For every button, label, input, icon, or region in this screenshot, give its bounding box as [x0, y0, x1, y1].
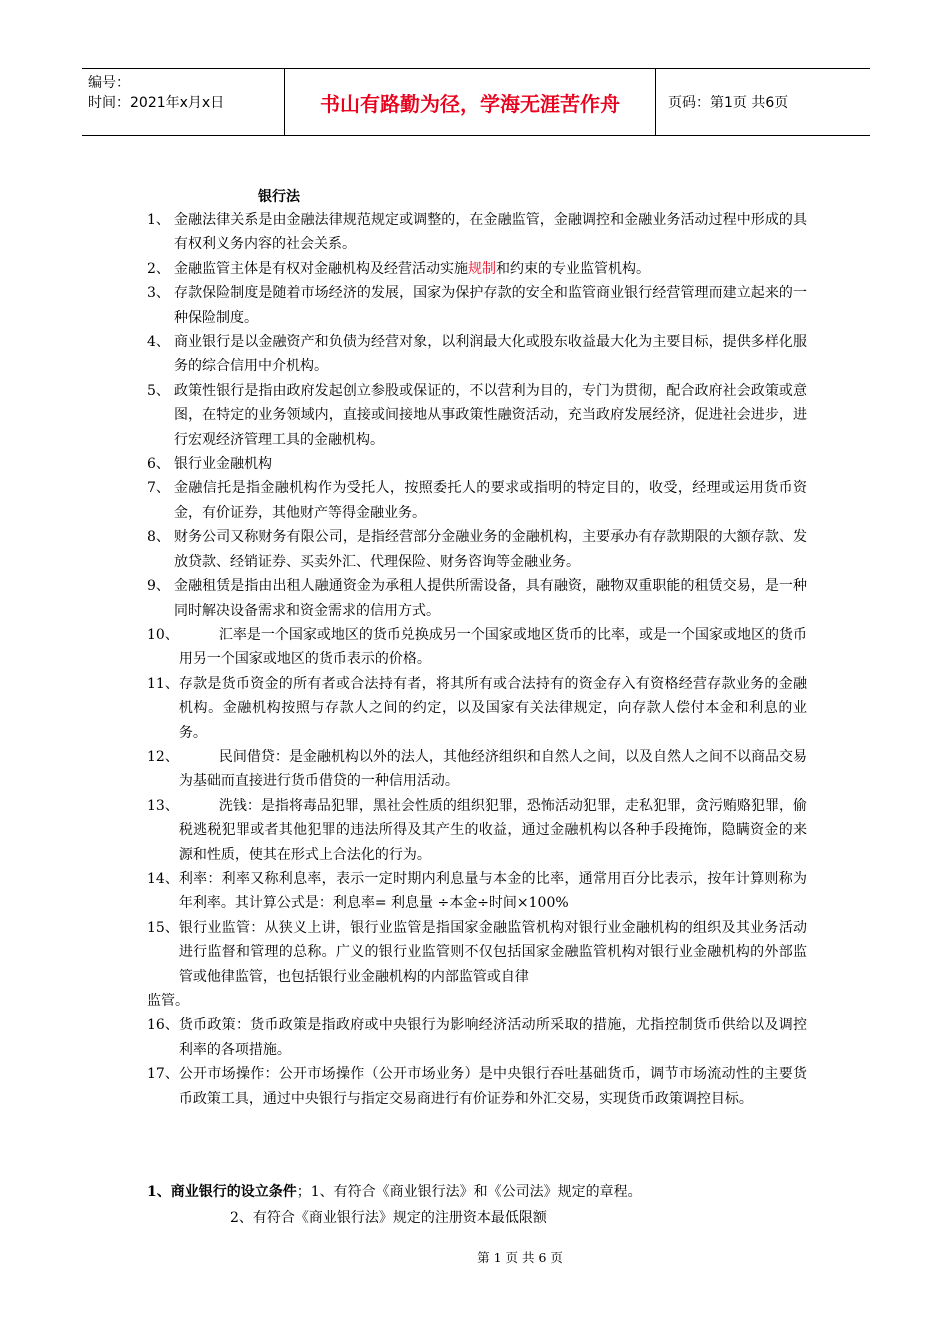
item-number: 15、 [147, 919, 179, 936]
list-item [147, 379, 807, 452]
item-number: 6、 [147, 456, 170, 473]
item-text: 商业银行是以金融资产和负债为经营对象，以利润最大化或股东收益最大化为主要目标，提供多样化服务的综合信用中介机构。 [174, 334, 807, 375]
list-item [147, 525, 807, 574]
item-number: 5、 [147, 382, 170, 399]
item-text: 政策性银行是指由政府发起创立参股或保证的，不以营利为目的，专门为贯彻，配合政府社会政策或意图，在特定的业务领域内，直接或间接地从事政策性融资活动，充当政府发展经济，促进社会进步，进行宏观经济管理工具的金融机构。 [174, 382, 807, 448]
highlighted-term: 规制 [468, 260, 496, 277]
list-item [147, 623, 807, 672]
list-item [147, 916, 807, 1014]
item-text: 货币政策：货币政策是指政府或中央银行为影响经济活动所采取的措施，尤指控制货币供给以及调控利率的各项措施。 [178, 1017, 807, 1058]
item-number: 7、 [147, 480, 170, 497]
definition-list [147, 208, 807, 1111]
item-text: 银行业监管：从狭义上讲，银行业监管是指国家金融监管机构对银行业金融机构的组织及其业务活动进行监督和管理的总称。广义的银行业监管则不仅包括国家金融监管机构对银行业金融机构的外部监管或他律监管，也包括银行业金融机构的内部监管或自律 [178, 919, 807, 985]
item-number: 3、 [147, 285, 170, 302]
item-body [147, 916, 807, 989]
item-text: 存款保险制度是随着市场经济的发展，国家为保护存款的安全和监管商业银行经营管理而建立起来的一种保险制度。 [174, 285, 807, 326]
item-text: 存款是货币资金的所有者或合法持有者，将其所有或合法持有的资金存入有资格经营存款业务的金融机构。金融机构按照与存款人之间的约定，以及国家有关法律规定，向存款人偿付本金和利息的业务。 [178, 675, 807, 741]
item-text: 汇率是一个国家或地区的货币兑换成另一个国家或地区货币的比率，或是一个国家或地区的货币用另一个国家或地区的货币表示的价格。 [178, 626, 807, 668]
list-item [147, 794, 807, 867]
item-text: 金融信托是指金融机构作为受托人，按照委托人的要求或指明的特定目的，收受，经理或运用货币资金，有价证券，其他财产等得金融业务。 [174, 480, 807, 521]
list-item [147, 672, 807, 745]
item-number: 11、 [147, 675, 179, 692]
condition-1: ；1、有符合《商业银行法》和《公司法》规定的章程。 [296, 1184, 642, 1200]
list-item [147, 1013, 807, 1062]
item-number: 17、 [147, 1066, 179, 1083]
page-header [82, 68, 870, 136]
list-item [147, 330, 807, 379]
document-number-label: 编号： [88, 75, 130, 91]
item-number: 1、 [147, 212, 170, 228]
list-item [147, 1062, 807, 1111]
item-text: 金融租赁是指由出租人融通资金为承租人提供所需设备，具有融资，融物双重职能的租赁交易，是一种同时解决设备需求和资金需求的信用方式。 [174, 578, 807, 619]
item-number: 16、 [147, 1017, 179, 1034]
item-text: 民间借贷：是金融机构以外的法人，其他经济组织和自然人之间，以及自然人之间不以商品交易为基础而直接进行货币借贷的一种信用活动。 [178, 748, 807, 790]
page-footer: 第 1 页 共 6 页 [477, 1250, 563, 1265]
item-number: 9、 [147, 578, 170, 595]
list-item [147, 281, 807, 330]
item-text: 银行业金融机构 [174, 456, 272, 473]
item-text: 金融法律关系是由金融法律规范规定或调整的，在金融监管，金融调控和金融业务活动过程中形成的具有权利义务内容的社会关系。 [174, 212, 807, 253]
list-item [147, 745, 807, 794]
document-title: 银行法 [258, 189, 300, 205]
item-text-tail: 监管。 [147, 993, 189, 1009]
header-meta [82, 69, 284, 135]
list-item [147, 208, 807, 257]
item-text: 利率：利率又称利息率，表示一定时期内利息量与本金的比率，通常用百分比表示，按年计算则称为年利率。其计算公式是：利息率= 利息量 ÷本金÷时间×100% [178, 870, 807, 912]
item-text: 洗钱：是指将毒品犯罪，黑社会性质的组织犯罪，恐怖活动犯罪，走私犯罪，贪污贿赂犯罪，偷税逃税犯罪或者其他犯罪的违法所得及其产生的收益，通过金融机构以各种手段掩饰，隐瞒资金的来源和性质，使其在形式上合法化的行为。 [178, 797, 807, 863]
list-item [147, 257, 807, 281]
item-number: 4、 [147, 334, 170, 351]
condition-2: 2、有符合《商业银行法》规定的注册资本最低限额 [230, 1210, 547, 1226]
item-text-part: 和约束的专业监管机构。 [496, 260, 650, 277]
list-item [147, 867, 807, 916]
item-number: 10、 [147, 626, 179, 643]
item-number: 8、 [147, 529, 170, 546]
document-date: 时间：2021年x月x日 [88, 95, 225, 111]
item-text: 公开市场操作：公开市场操作（公开市场业务）是中央银行吞吐基础货币，调节市场流动性的主要货币政策工具，通过中央银行与指定交易商进行有价证券和外汇交易，实现货币政策调控目标。 [178, 1066, 807, 1107]
item-text-part: 金融监管主体是有权对金融机构及经营活动实施 [174, 260, 468, 277]
conditions-heading: 1、商业银行的设立条件 [147, 1184, 297, 1200]
header-page-number: 页码：第1页 共6页 [668, 95, 789, 111]
list-item [147, 452, 807, 476]
establishment-conditions [147, 1180, 642, 1204]
list-item [147, 574, 807, 623]
item-number: 13、 [147, 797, 179, 814]
item-text [174, 257, 807, 281]
item-text: 财务公司又称财务有限公司，是指经营部分金融业务的金融机构，主要承办有存款期限的大额存款、发放贷款、经销证券、买卖外汇、代理保险、财务咨询等金融业务。 [174, 529, 807, 570]
item-number: 12、 [147, 748, 179, 765]
item-number: 14、 [147, 870, 179, 887]
header-motto: 书山有路勤为径，学海无涯苦作舟 [284, 69, 656, 135]
item-number: 2、 [147, 260, 170, 277]
list-item [147, 476, 807, 525]
